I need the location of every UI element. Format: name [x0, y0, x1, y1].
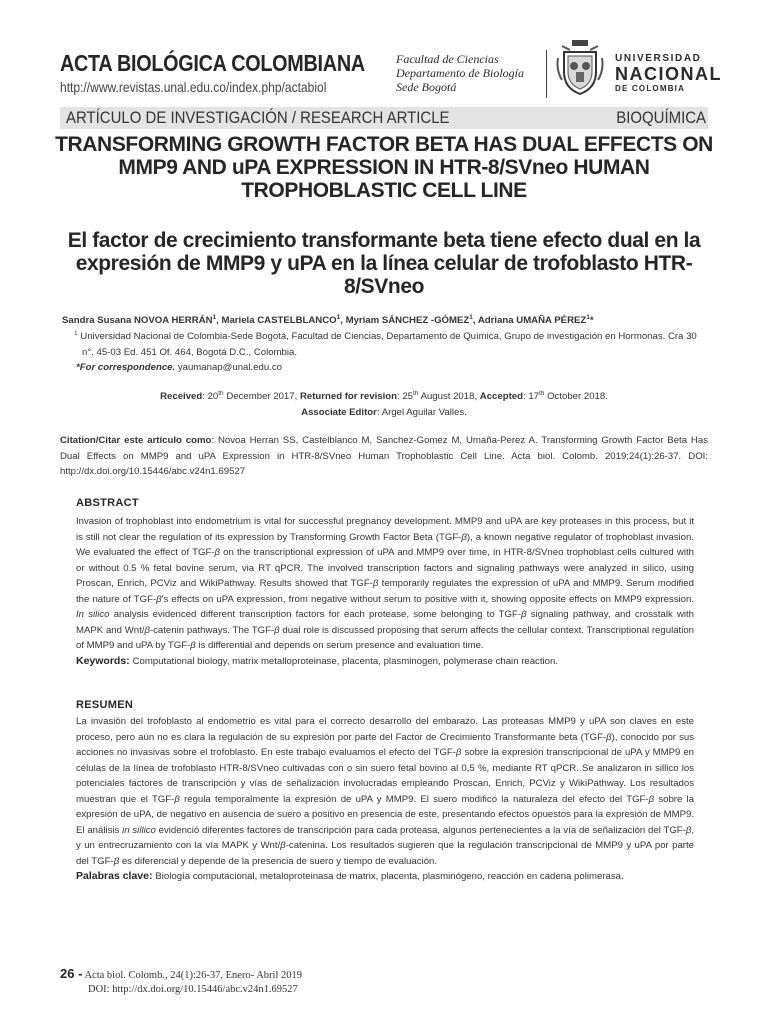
- author-list: Sandra Susana NOVOA HERRÁN$^1$, Mariela CASTELBLANCO$^1$, Myriam SÁNCHEZ -GÓMEZ$^1$, Adriana UMAÑA PÉREZ$^1$*: [62, 313, 594, 326]
- university-line-2: NACIONAL: [615, 64, 722, 84]
- author-affiliation-mark: 1: [336, 313, 341, 321]
- author-name: Adriana UMAÑA PÉREZ: [477, 315, 587, 326]
- keywords-text: Computational biology, matrix metalloproteinase, placenta, plasminogen, polymerase chain reaction.: [132, 655, 558, 667]
- resumen-text: sobre la expresión transcripcional de uPA y MMP9 en células de la línea de trofoblasto HTR-8/SVneo cultivadas con o sin suero fetal bovino al 0,5 %, mediante RT qPCR. Se analizaron in sillico los potenciales factores de transcripción y vías de señalización involucradas empleando Proscan, Enrich, PCViz y WikiPathway. Los resultados muestran que el TGF-: [76, 747, 695, 805]
- affiliation: [74, 329, 704, 360]
- university-shield-icon: [554, 38, 606, 98]
- university-logo-text: [615, 53, 722, 93]
- beta-symbol: β: [461, 531, 467, 543]
- resumen-heading: RESUMEN: [76, 699, 134, 711]
- english-title: TRANSFORMING GROWTH FACTOR BETA HAS DUAL EFFECTS ON MMP9 AND uPA EXPRESSION IN HTR-8/SVneo HUMAN TROPHOBLASTIC CELL LINE: [55, 133, 713, 202]
- abstract-heading: ABSTRACT: [76, 497, 139, 509]
- resumen-text: regula temporalmente la expresión de uPA y MMP9. El suero modificó la naturaleza del efecto del TGF-: [179, 793, 649, 805]
- header-divider: [546, 50, 547, 98]
- accepted-ordinal: th: [538, 389, 545, 397]
- faculty-line: Facultad de Ciencias: [396, 52, 499, 66]
- resumen-text: , y un entrecruzamiento con la vía MAPK y Wnt/: [76, 824, 694, 851]
- faculty-block: [396, 52, 524, 94]
- received-ordinal: th: [218, 389, 224, 397]
- beta-symbol: β: [113, 855, 120, 867]
- beta-symbol: β: [685, 824, 692, 836]
- abstract-text: 's effects on uPA expression, from negative without serum to positive with it, showing opposite effects on MMP9 expression.: [161, 593, 694, 605]
- correspondence: [76, 360, 282, 376]
- received-label: Received: [160, 391, 203, 402]
- accepted-date: October 2018.: [547, 391, 608, 402]
- abstract-text: temporarily regulates the expression of uPA and MMP9. Serum modified the nature of TGF-: [76, 578, 694, 605]
- journal-title: ACTA BIOLÓGICA COLOMBIANA: [60, 50, 365, 76]
- page-number: 26 -: [60, 966, 83, 981]
- abstract-text: analysis evidenced different transcription factors for each protease, some belonging to TGF-: [109, 609, 522, 620]
- beta-symbol: β: [156, 593, 162, 605]
- beta-symbol: β: [214, 547, 220, 558]
- university-line-3: DE COLOMBIA: [615, 84, 686, 93]
- abstract-text: signaling pathway, and crosstalk with MAPK and Wnt/: [76, 609, 695, 636]
- beta-symbol: β: [280, 840, 286, 851]
- article-type-label: ARTÍCULO DE INVESTIGACIÓN / RESEARCH ARTICLE: [66, 108, 450, 127]
- affiliation-mark: 1: [74, 329, 78, 337]
- corresponding-author-mark: *: [589, 315, 594, 326]
- author-name: Sandra Susana NOVOA HERRÁN: [62, 315, 213, 326]
- beta-symbol: β: [274, 624, 280, 636]
- article-dates: Received: 20th December 2017, Returned for revision: 25th August 2018, Accepted: 17th October 2018. Associate Editor: Argel Aguilar Valles.: [160, 389, 608, 418]
- beta-symbol: β: [144, 624, 150, 636]
- department-line: Departamento de Biología: [396, 66, 524, 80]
- beta-symbol: β: [372, 578, 379, 589]
- citation-block: Citation/Citar este artículo como: Novoa Herran SS, Castelblanco M, Sanchez-Gomez M, Umaña-Perez A. Transforming Growth Factor Beta Has Dual Effects on MMP9 and uPA Expression in HTR-8/SVneo Human Trophoblastic Cell Line. Acta biol. Colomb. 2019;24(1):26-37. DOI: http://dx.doi.org/10.15446/abc.v24n1.69527: [60, 435, 708, 477]
- correspondence-email[interactable]: yaumanap@unal.edu.co: [177, 362, 282, 373]
- author-name: Myriam SÁNCHEZ -GÓMEZ: [345, 315, 470, 326]
- abstract-body: [76, 514, 694, 669]
- campus-line: Sede Bogotá: [396, 80, 457, 94]
- abstract-text: on the transcriptional expression of uPA and MMP9 over time, in HTR-8/SVneo trophoblast cells cultured with or without 0.5 % fetal bovine serum, via RT qPCR. The involved transcription factors and signaling pathways were analyzed in silico, using Proscan, Enrich, PCViz and WikiPathway. Results showed that TGF-: [76, 547, 694, 589]
- abstract-text: is differential and depends on serum presence and evaluation time.: [195, 640, 484, 651]
- abstract-text: ), a known negative regulator of trophoblast invasion. We evaluated the effect of TGF-: [76, 531, 695, 558]
- correspondence-label: *For correspondence.: [76, 362, 176, 373]
- author-affiliation-mark: 1: [212, 313, 217, 321]
- resumen-text: ), conocido por sus acciones no invasivas sobre el trofoblasto. En este trabajo evaluamos el efecto del TGF-: [76, 731, 694, 758]
- citation-label: Citation/Citar este artículo como: [60, 435, 212, 446]
- resumen-keywords: [76, 869, 694, 885]
- editor-name: Argel Aguilar Valles.: [381, 406, 467, 418]
- resumen-text: -catenina. Los resultados sugieren que la regulación transcripcional de MMP9 y uPA por parte del TGF-: [76, 840, 694, 867]
- revision-day: 25: [402, 391, 413, 402]
- resumen-body: [76, 714, 694, 885]
- beta-symbol: β: [648, 793, 655, 805]
- journal-url-link[interactable]: http://www.revistas.unal.edu.co/index.php/actabiol: [60, 79, 327, 95]
- footer-citation: Acta biol. Colomb., 24(1):26-37, Enero- Abril 2019: [84, 970, 303, 981]
- resumen-text: La invasión del trofoblasto al endometrio es vital para el correcto desarrollo del embarazo. Las proteasas MMP9 y uPA son claves en este proceso, pero aún no es clara la regulación de su expresión por parte del Factor de Crecimiento Transformante beta (TGF-: [76, 716, 694, 743]
- received-date: December 2017,: [226, 391, 298, 402]
- accepted-day: 17: [528, 391, 539, 402]
- spanish-title: El factor de crecimiento transformante beta tiene efecto dual en la expresión de MMP9 y uPA en la línea celular de trofoblasto HTR-8/SVneo: [67, 229, 701, 298]
- keywords-text: Biología computacional, metaloproteinasa de matrix, placenta, plasminógeno, reacción en cadena polimerasa.: [155, 871, 624, 882]
- revision-date: August 2018,: [420, 391, 478, 402]
- author-affiliation-mark: 1: [469, 313, 473, 321]
- abstract-keywords: [76, 654, 694, 670]
- accepted-label: Accepted: [479, 391, 523, 402]
- resumen-text: evidenció diferentes factores de transcripción para cada proteasa, algunos pertenecientes a la vía de señalización del TGF-: [155, 824, 686, 836]
- beta-symbol: β: [606, 731, 612, 743]
- revision-ordinal: th: [413, 389, 419, 397]
- resumen-text: es diferencial y depende de la presencia de suero y tiempo de evaluación.: [119, 855, 438, 867]
- revision-label: Returned for revision: [299, 391, 397, 402]
- beta-symbol: β: [174, 793, 180, 805]
- received-day: 20: [207, 391, 219, 402]
- citation-text: Novoa Herran SS, Castelblanco M, Sanchez-Gomez M, Umaña-Perez A. Transforming Growth Factor Beta Has Dual Effects on MMP9 and uPA Expression in HTR-8/SVneo Human Trophoblastic Cell Line. Acta biol. Colomb. 2019;24(1):26-37. DOI: http://dx.doi.org/10.15446/abc.v24n1.69527: [60, 435, 708, 477]
- abstract-text: Invasion of trophoblast into endometrium is vital for successful pregnancy development. MMP9 and uPA are key proteases in this process, but it is still not clear the regulation of its expression by Transforming Growth Factor Beta (TGF-: [76, 516, 694, 543]
- beta-symbol: β: [455, 747, 462, 758]
- abstract-text: dual role is discussed proposing that serum affects the cellular context. Transcriptional regulation of MMP9 and uPA by TGF-: [76, 624, 695, 651]
- footer-doi[interactable]: DOI: http://dx.doi.org/10.15446/abc.v24n1.69527: [88, 984, 298, 995]
- resumen-text: sobre la expresión de uPA, de negativo en ausencia de suero a positivo en presencia de este, presentando efectos opuestos para la expresión de MMP9. El análisis: [76, 793, 695, 836]
- page-footer: [60, 967, 302, 997]
- abstract-text: -catenin pathways. The TGF-: [149, 624, 275, 636]
- keywords-label: Palabras clave:: [76, 870, 153, 882]
- university-line-1: UNIVERSIDAD: [615, 53, 702, 64]
- editor-label: Associate Editor: [301, 406, 377, 418]
- in-silico-term: In silico: [76, 609, 110, 620]
- subject-area-label: BIOQUÍMICA: [616, 108, 706, 127]
- affiliation-text: Universidad Nacional de Colombia-Sede Bogotá, Facultad de Ciencias, Departamento de Química, Grupo de investigación en Hormonas. Cra 30 n°. 45-03 Ed. 451 Of. 464, Bogotá D.C., Colombia.: [80, 331, 697, 358]
- keywords-label: Keywords:: [76, 654, 130, 667]
- author-name: Mariela CASTELBLANCO: [221, 315, 337, 326]
- author-affiliation-mark: 1: [586, 313, 590, 321]
- beta-symbol: β: [521, 609, 527, 620]
- beta-symbol: β: [190, 640, 196, 651]
- in-silico-term: in sillico: [122, 824, 156, 836]
